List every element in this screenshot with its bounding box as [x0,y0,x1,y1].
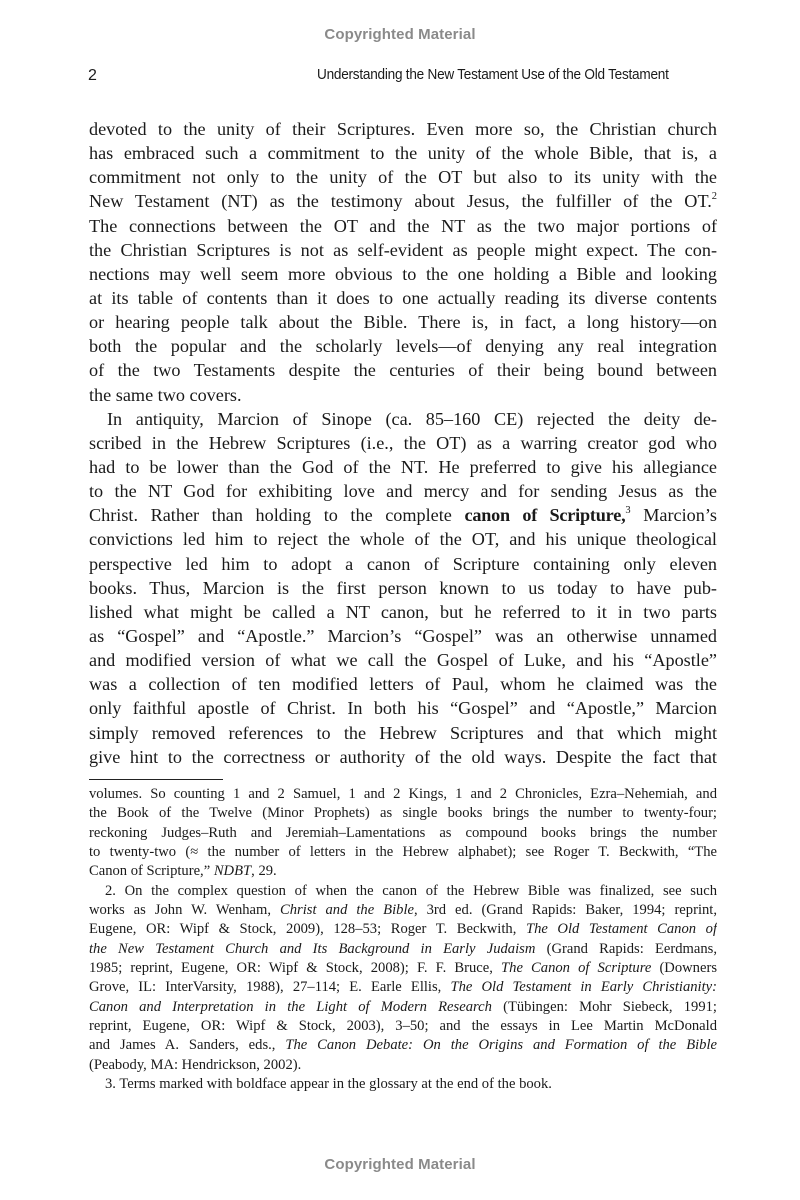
footnote-line [89,998,717,1017]
footnote-line [89,1036,717,1055]
footnote-1-continued [89,785,717,882]
paragraph-2 [89,407,717,769]
text-line: simply removed references to the Hebrew Scriptures and that which might [89,722,717,743]
footnote-line [89,920,717,939]
citation-title: Canon and Interpretation in the Light of Modern Research [89,998,492,1015]
text-line: only faithful apostle of Christ. In both his “Gospel” and “Apostle,” Marcion [89,698,717,719]
text-line: as “Gospel” and “Apostle.” Marcion’s “Gospel” was an otherwise unnamed [89,625,717,646]
footnote-line: to twenty-two (≈ the number of letters in the Hebrew alphabet); see Roger T. Beckwith, “The [89,844,717,861]
text-segment: , 29. [251,863,277,880]
text-segment: and James A. Sanders, eds., [89,1037,286,1054]
footnote-line [89,978,717,997]
copyright-watermark-bottom: Copyrighted Material [324,1156,476,1173]
footnote-line: the Book of the Twelve (Minor Prophets) as single books brings the number to twenty-four; [89,805,717,822]
text-line: or hearing people talk about the Bible. There is, in fact, a long history—on [89,312,717,333]
text-segment: Canon of Scripture,” [89,863,214,880]
copyright-watermark-top: Copyrighted Material [324,26,476,43]
text-line: perspective led him to adopt a canon of Scripture containing only eleven [89,553,717,574]
citation-title: The Old Testament Canon of [525,921,717,938]
citation-title: Christ and the Bible [280,902,414,919]
text-line: the Christian Scriptures is not as self-evident as people might expect. The con- [89,239,717,260]
text-line: and modified version of what we call the Gospel of Luke, and his “Apostle” [89,650,717,671]
footnote-line: (Peabody, MA: Hendrickson, 2002). [89,1056,302,1073]
text-segment: Christ. Rather than holding to the complete [89,505,465,526]
glossary-term: canon of Scripture, [464,505,626,526]
main-text [89,117,717,769]
footnote-line [89,862,717,881]
footnote-line: volumes. So counting 1 and 2 Samuel, 1 and 2 Kings, 1 and 2 Chronicles, Ezra–Nehemiah, and [89,786,717,802]
citation-title: NDBT [213,863,252,880]
text-line [89,189,717,213]
text-segment: Grove, IL: InterVarsity, 1988), 27–114; E. Earle Ellis, [89,979,451,996]
text-line: convictions led him to reject the whole of the OT, and his unique theological [89,529,717,550]
text-segment: Eugene, OR: Wipf & Stock, 2009), 128–53; Roger T. Beckwith, [89,921,526,938]
text-line: nections may well seem more obvious to the one holding a Bible and looking [89,263,717,284]
text-line: In antiquity, Marcion of Sinope (ca. 85–160 CE) rejected the deity de- [107,408,717,429]
text-segment: Marcion’s [630,505,717,526]
text-line: has embraced such a commitment to the unity of the whole Bible, that is, a [89,143,717,164]
footnote-separator [89,779,223,780]
footnote-line: reckoning Judges–Ruth and Jeremiah–Lamentations as compound books brings the number [89,824,717,841]
footnote-reference-3[interactable]: 3 [625,505,631,517]
citation-title: The Old Testament in Early Christianity: [450,979,717,996]
running-header [88,67,718,87]
text-line: was a collection of ten modified letters of Paul, whom he claimed was the [89,674,717,695]
text-line: had to be lower than the God of the NT. He preferred to give his allegiance [89,456,717,477]
text-segment: works as John W. Wenham, [89,902,281,919]
footnote-line: reprint, Eugene, OR: Wipf & Stock, 2003), 3–50; and the essays in Lee Martin McDonald [89,1018,717,1035]
running-title: Understanding the New Testament Use of the Old Testament [317,67,669,83]
paragraph-1 [89,117,717,407]
text-line: devoted to the unity of their Scriptures. Even more so, the Christian church [89,119,717,139]
text-line: books. Thus, Marcion is the first person known to us today to have pub- [89,577,717,598]
footnote-line [89,940,717,959]
text-line: both the popular and the scholarly levels—of denying any real integration [89,336,717,357]
footnote-line: 2. On the complex question of when the canon of the Hebrew Bible was finalized, see such [105,882,717,899]
text-line: of the two Testaments despite the centuries of their being bound between [89,360,717,381]
footnote-reference-2[interactable]: 2 [711,191,717,203]
text-line-content: New Testament (NT) as the testimony about Jesus, the fulfiller of the OT. [89,191,712,212]
text-line: scribed in the Hebrew Scriptures (i.e., the OT) as a warring creator god who [89,432,717,453]
text-line: lished what might be called a NT canon, but he referred to it in two parts [89,601,717,622]
footnote-3 [89,1075,717,1094]
text-segment: 1985; reprint, Eugene, OR: Wipf & Stock, 2008); F. F. Bruce, [89,960,502,977]
text-segment: (Tübingen: Mohr Siebeck, 1991; [491,998,717,1015]
text-line: the same two covers. [89,384,242,405]
citation-title: The Canon of Scripture [501,960,652,977]
citation-title: The Canon Debate: On the Origins and Formation of the Bible [285,1037,717,1054]
text-line [89,503,717,527]
footnote-line [89,959,717,978]
footnote-2 [89,882,717,1075]
text-line: to the NT God for exhibiting love and mercy and for sending Jesus as the [89,481,717,502]
citation-title: the New Testament Church and Its Background in Early Judaism [89,940,536,957]
footnote-line: 3. Terms marked with boldface appear in the glossary at the end of the book. [105,1076,552,1093]
text-line: at its table of contents than it does to one actually reading its diverse contents [89,287,717,308]
text-segment: (Downers [651,960,717,977]
footnotes [89,785,717,1095]
text-line: The connections between the OT and the NT as the two major portions of [89,215,717,236]
text-segment: (Grand Rapids: Eerdmans, [535,940,717,957]
footnote-line [89,901,717,920]
page-number: 2 [88,67,97,84]
text-line: commitment not only to the unity of the OT but also to its unity with the [89,167,717,188]
text-segment: , 3rd ed. (Grand Rapids: Baker, 1994; reprint, [413,902,717,919]
text-line: give hint to the correctness or authority of the old ways. Despite the fact that [89,746,717,767]
